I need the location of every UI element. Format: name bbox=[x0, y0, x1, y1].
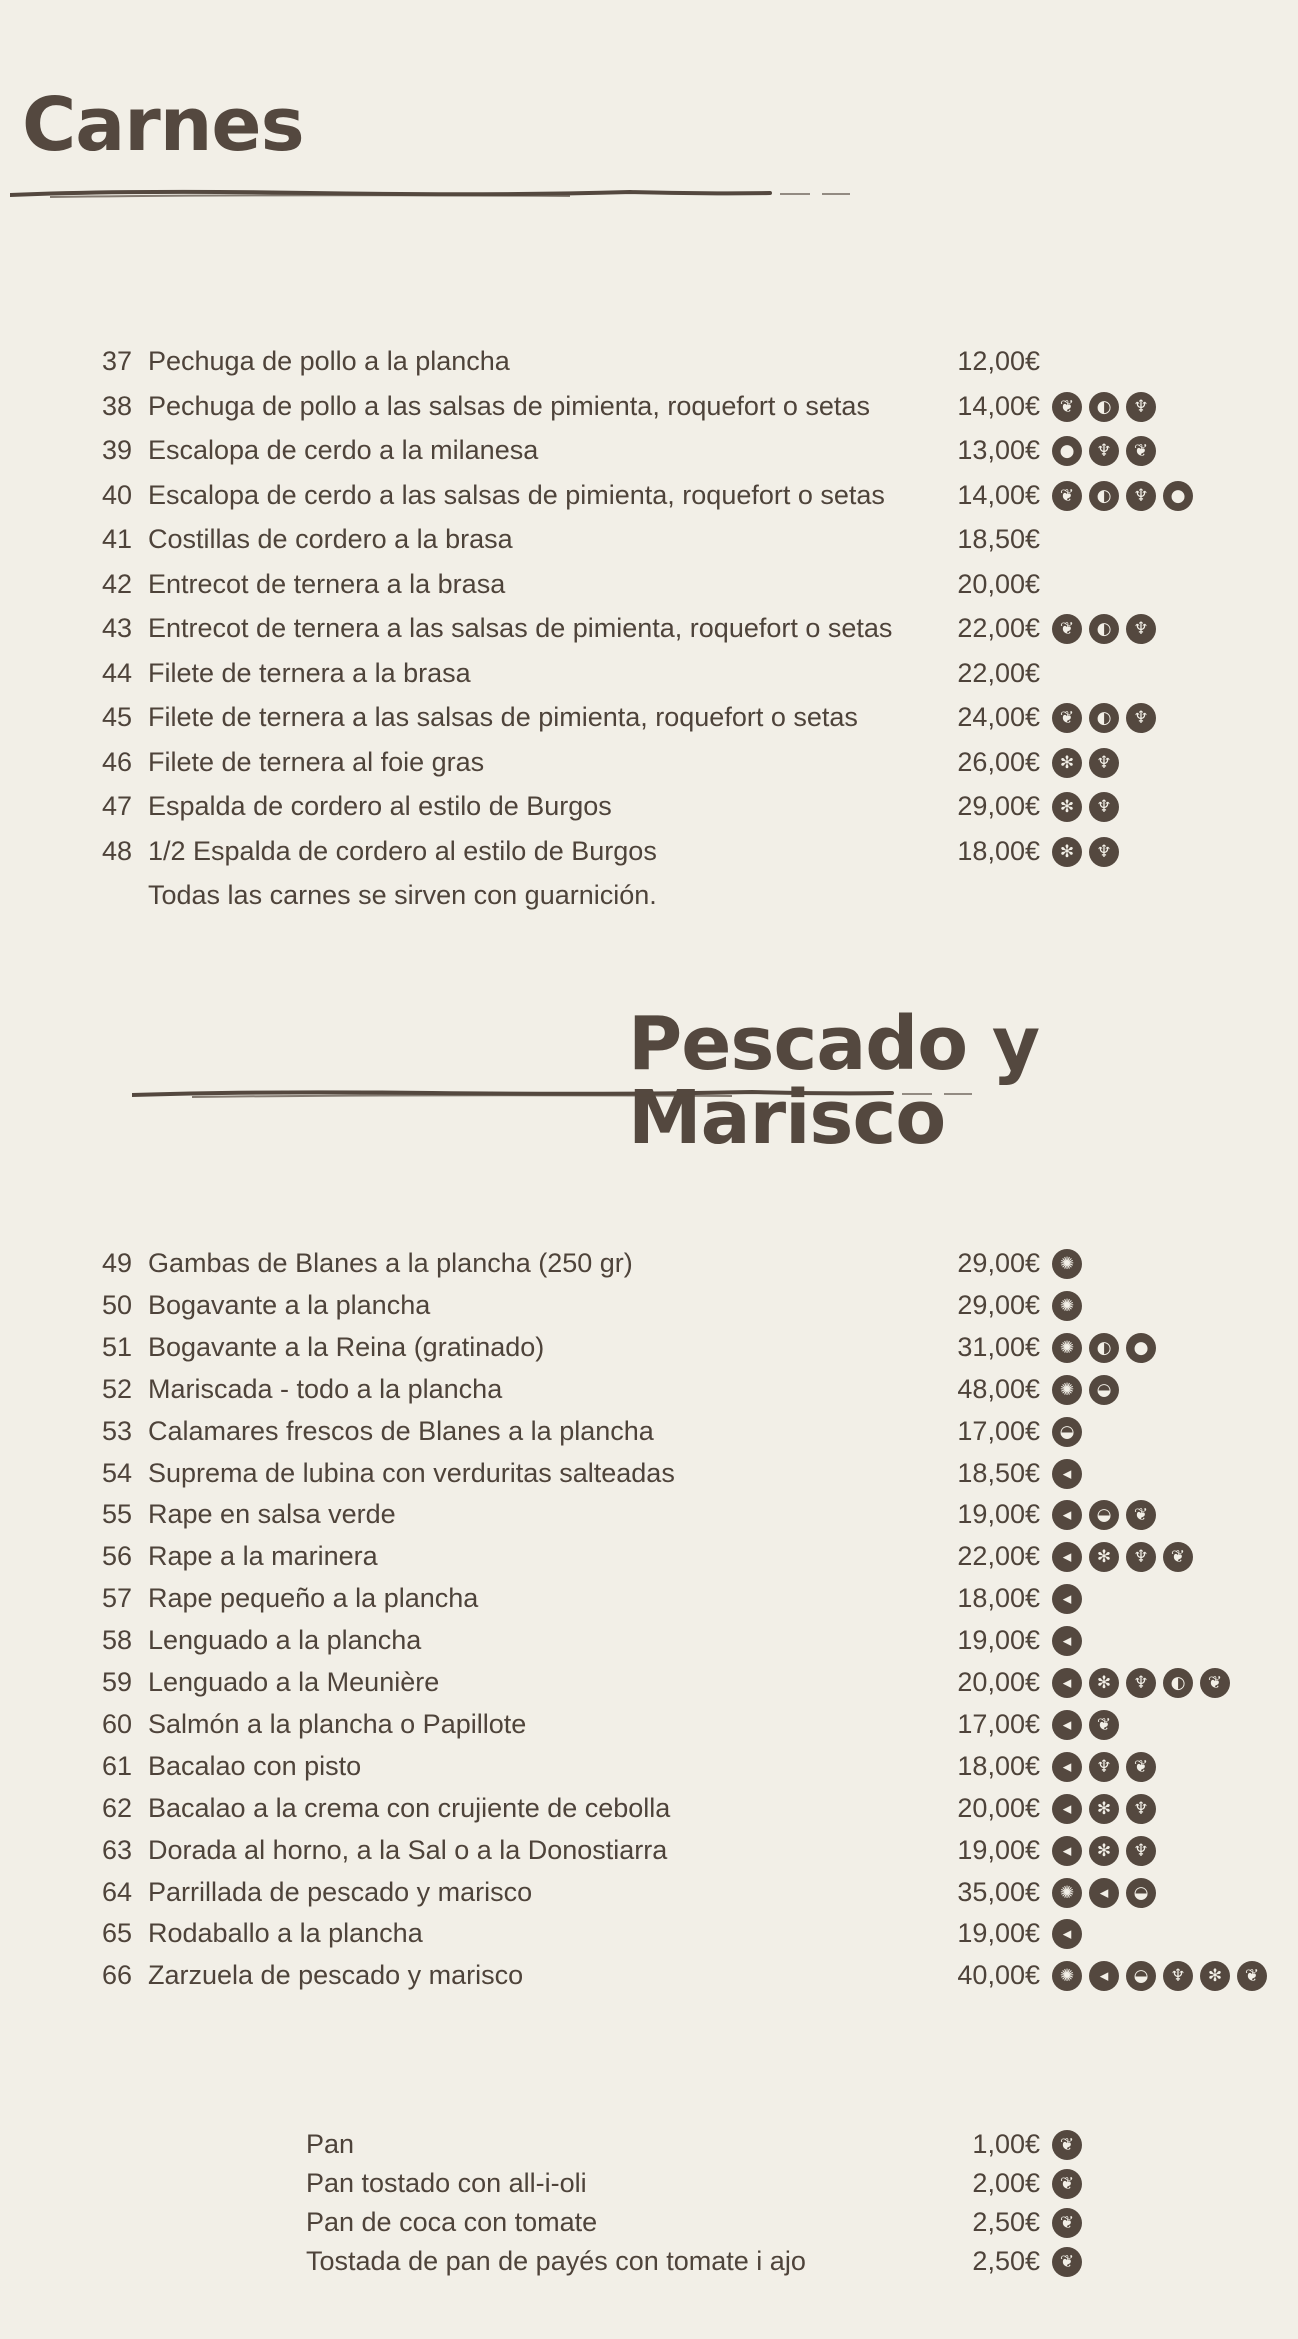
item-price: 13,00€ bbox=[957, 435, 1040, 465]
allergen-icons bbox=[1052, 1794, 1156, 1824]
menu-item bbox=[0, 1494, 1298, 1534]
item-price: 24,00€ bbox=[957, 702, 1040, 732]
mustard-icon: ♆ bbox=[1126, 614, 1156, 644]
menu-item bbox=[0, 1243, 1298, 1283]
mollusc-icon: ◒ bbox=[1126, 1961, 1156, 1991]
menu-item bbox=[0, 1578, 1298, 1618]
item-name: 1/2 Espalda de cordero al estilo de Burgos bbox=[148, 835, 657, 866]
menu-item bbox=[0, 608, 1298, 648]
item-name: Filete de ternera a la brasa bbox=[148, 657, 471, 688]
sulphites-icon: ✻ bbox=[1052, 748, 1082, 778]
allergen-icons bbox=[1052, 1417, 1082, 1447]
sulphites-icon: ✻ bbox=[1089, 1542, 1119, 1572]
item-number: 54 bbox=[101, 1457, 132, 1488]
item-name: Suprema de lubina con verduritas salteadas bbox=[148, 1457, 675, 1488]
lactose-icon: ◐ bbox=[1089, 481, 1119, 511]
item-number: 62 bbox=[101, 1792, 132, 1823]
section-title-pescado: Pescado y Marisco bbox=[628, 1001, 1040, 1161]
item-name: Mariscada - todo a la plancha bbox=[148, 1373, 503, 1404]
menu-item bbox=[0, 1746, 1298, 1786]
gluten-icon: ❦ bbox=[1052, 2208, 1082, 2238]
item-number: 42 bbox=[101, 568, 132, 599]
item-number: 57 bbox=[101, 1583, 132, 1614]
item-price: 29,00€ bbox=[957, 1289, 1040, 1320]
item-number: 59 bbox=[101, 1667, 132, 1697]
item-price: 19,00€ bbox=[957, 1918, 1040, 1949]
mollusc-icon: ◒ bbox=[1052, 1417, 1082, 1447]
item-price: 29,00€ bbox=[957, 791, 1040, 821]
item-name: Lenguado a la plancha bbox=[148, 1625, 422, 1656]
fish-icon: ◂ bbox=[1052, 1668, 1082, 1698]
menu-item bbox=[0, 341, 1298, 381]
item-number: 43 bbox=[101, 613, 132, 643]
item-price: 26,00€ bbox=[957, 746, 1040, 777]
item-price: 14,00€ bbox=[957, 479, 1040, 510]
menu-item bbox=[0, 2163, 1298, 2203]
menu-item bbox=[0, 2124, 1298, 2164]
item-name: Rape a la marinera bbox=[148, 1541, 378, 1572]
menu-item bbox=[0, 1327, 1298, 1367]
item-price: 17,00€ bbox=[957, 1708, 1040, 1739]
lactose-icon: ◐ bbox=[1089, 392, 1119, 422]
gluten-icon: ❦ bbox=[1126, 1500, 1156, 1530]
gluten-icon: ❦ bbox=[1052, 2169, 1082, 2199]
fish-icon: ◂ bbox=[1052, 1919, 1082, 1949]
crustacean-icon: ✺ bbox=[1052, 1375, 1082, 1405]
fish-icon: ◂ bbox=[1052, 1794, 1082, 1824]
menu-item bbox=[0, 564, 1298, 604]
menu-item bbox=[0, 1285, 1298, 1325]
item-name: Rape en salsa verde bbox=[148, 1499, 396, 1530]
menu-item bbox=[0, 519, 1298, 559]
mustard-icon: ♆ bbox=[1126, 1668, 1156, 1698]
gluten-icon: ❦ bbox=[1052, 2247, 1082, 2277]
menu-item bbox=[0, 1704, 1298, 1744]
sulphites-icon: ✻ bbox=[1089, 1668, 1119, 1698]
menu-item bbox=[0, 1830, 1298, 1870]
section-title-carnes: Carnes bbox=[22, 82, 304, 168]
gluten-icon: ❦ bbox=[1163, 1542, 1193, 1572]
item-name: Parrillada de pescado y marisco bbox=[148, 1876, 533, 1907]
item-price: 18,00€ bbox=[957, 1750, 1040, 1781]
item-number: 61 bbox=[101, 1750, 132, 1781]
item-price: 20,00€ bbox=[957, 1792, 1040, 1823]
item-number: 38 bbox=[101, 390, 132, 421]
allergen-icons bbox=[1052, 1500, 1156, 1530]
item-price: 31,00€ bbox=[957, 1331, 1040, 1362]
menu-item bbox=[0, 1955, 1298, 1995]
item-number: 40 bbox=[101, 479, 132, 510]
fish-icon: ◂ bbox=[1052, 1626, 1082, 1656]
mustard-icon: ♆ bbox=[1126, 1836, 1156, 1866]
allergen-icons bbox=[1052, 2130, 1082, 2160]
mustard-icon: ♆ bbox=[1089, 837, 1119, 867]
item-price: 2,00€ bbox=[972, 2168, 1040, 2198]
menu-item bbox=[0, 697, 1298, 737]
item-number: 56 bbox=[101, 1541, 132, 1572]
item-name: Pan de coca con tomate bbox=[306, 2207, 598, 2237]
item-price: 12,00€ bbox=[957, 346, 1040, 376]
item-price: 19,00€ bbox=[957, 1499, 1040, 1530]
item-price: 20,00€ bbox=[957, 568, 1040, 599]
sulphites-icon: ✻ bbox=[1052, 837, 1082, 867]
item-number: 65 bbox=[101, 1918, 132, 1949]
allergen-icons bbox=[1052, 1375, 1119, 1405]
gluten-icon: ❦ bbox=[1200, 1668, 1230, 1698]
item-name: Rape pequeño a la plancha bbox=[148, 1583, 479, 1614]
menu-item bbox=[0, 1369, 1298, 1409]
allergen-icons bbox=[1052, 1626, 1082, 1656]
item-price: 48,00€ bbox=[957, 1373, 1040, 1404]
gluten-icon: ❦ bbox=[1126, 436, 1156, 466]
mustard-icon: ♆ bbox=[1089, 1752, 1119, 1782]
item-price: 18,50€ bbox=[957, 524, 1040, 554]
lactose-icon: ◐ bbox=[1089, 1333, 1119, 1363]
allergen-icons bbox=[1052, 1836, 1156, 1866]
item-price: 18,00€ bbox=[957, 1583, 1040, 1614]
carnes-note: Todas las carnes se sirven con guarnición. bbox=[148, 880, 657, 910]
item-price: 20,00€ bbox=[957, 1667, 1040, 1697]
item-name: Filete de ternera a las salsas de pimienta, roquefort o setas bbox=[148, 702, 858, 732]
crustacean-icon: ✺ bbox=[1052, 1878, 1082, 1908]
item-name: Lenguado a la Meunière bbox=[148, 1667, 440, 1697]
gluten-icon: ❦ bbox=[1052, 614, 1082, 644]
item-name: Salmón a la plancha o Papillote bbox=[148, 1708, 527, 1739]
mollusc-icon: ◒ bbox=[1126, 1878, 1156, 1908]
fish-icon: ◂ bbox=[1052, 1836, 1082, 1866]
item-price: 19,00€ bbox=[957, 1625, 1040, 1656]
menu-item bbox=[0, 386, 1298, 426]
allergen-icons bbox=[1052, 2247, 1082, 2277]
item-number: 51 bbox=[101, 1331, 132, 1362]
brush-divider-pescado bbox=[132, 1088, 972, 1100]
item-number: 64 bbox=[101, 1876, 132, 1907]
allergen-icons bbox=[1052, 1710, 1119, 1740]
mustard-icon: ♆ bbox=[1126, 1794, 1156, 1824]
crustacean-icon: ✺ bbox=[1052, 1249, 1082, 1279]
crustacean-icon: ✺ bbox=[1052, 1961, 1082, 1991]
allergen-icons bbox=[1052, 2169, 1082, 2199]
item-name: Escalopa de cerdo a la milanesa bbox=[148, 435, 539, 465]
lactose-icon: ◐ bbox=[1089, 614, 1119, 644]
item-name: Costillas de cordero a la brasa bbox=[148, 524, 513, 554]
allergen-icons bbox=[1052, 1542, 1193, 1572]
item-price: 18,50€ bbox=[957, 1457, 1040, 1488]
allergen-icons bbox=[1052, 1291, 1082, 1321]
allergen-icons bbox=[1052, 837, 1119, 867]
menu-item bbox=[0, 742, 1298, 782]
allergen-icons bbox=[1052, 481, 1193, 511]
item-number: 37 bbox=[101, 346, 132, 376]
item-price: 17,00€ bbox=[957, 1415, 1040, 1446]
gluten-icon: ❦ bbox=[1052, 392, 1082, 422]
item-name: Espalda de cordero al estilo de Burgos bbox=[148, 791, 612, 821]
item-number: 45 bbox=[101, 702, 132, 732]
item-name: Pechuga de pollo a la plancha bbox=[148, 346, 510, 376]
item-number: 50 bbox=[101, 1289, 132, 1320]
item-name: Pechuga de pollo a las salsas de pimienta, roquefort o setas bbox=[148, 390, 870, 421]
menu-item bbox=[0, 786, 1298, 826]
menu-item bbox=[0, 1453, 1298, 1493]
menu-item bbox=[0, 1620, 1298, 1660]
fish-icon: ◂ bbox=[1052, 1500, 1082, 1530]
item-name: Tostada de pan de payés con tomate i ajo bbox=[306, 2246, 806, 2276]
allergen-icons bbox=[1052, 748, 1119, 778]
item-name: Entrecot de ternera a la brasa bbox=[148, 568, 506, 599]
item-price: 35,00€ bbox=[957, 1876, 1040, 1907]
brush-divider-carnes bbox=[10, 188, 850, 200]
allergen-icons bbox=[1052, 1584, 1082, 1614]
item-number: 39 bbox=[101, 435, 132, 465]
mustard-icon: ♆ bbox=[1126, 392, 1156, 422]
item-name: Bacalao a la crema con crujiente de cebolla bbox=[148, 1792, 671, 1823]
egg-icon: ● bbox=[1126, 1333, 1156, 1363]
item-price: 18,00€ bbox=[957, 835, 1040, 866]
gluten-icon: ❦ bbox=[1052, 481, 1082, 511]
allergen-icons bbox=[1052, 392, 1156, 422]
fish-icon: ◂ bbox=[1052, 1459, 1082, 1489]
item-number: 44 bbox=[101, 657, 132, 688]
sulphites-icon: ✻ bbox=[1052, 792, 1082, 822]
sulphites-icon: ✻ bbox=[1089, 1836, 1119, 1866]
allergen-icons bbox=[1052, 436, 1156, 466]
item-name: Zarzuela de pescado y marisco bbox=[148, 1960, 524, 1991]
item-price: 22,00€ bbox=[957, 613, 1040, 643]
mustard-icon: ♆ bbox=[1126, 1542, 1156, 1572]
fish-icon: ◂ bbox=[1052, 1710, 1082, 1740]
fish-icon: ◂ bbox=[1089, 1961, 1119, 1991]
gluten-icon: ❦ bbox=[1052, 703, 1082, 733]
mustard-icon: ♆ bbox=[1089, 436, 1119, 466]
item-name: Rodaballo a la plancha bbox=[148, 1918, 423, 1949]
allergen-icons bbox=[1052, 1333, 1156, 1363]
menu-item bbox=[0, 1411, 1298, 1451]
menu-item bbox=[0, 831, 1298, 871]
item-number: 63 bbox=[101, 1834, 132, 1865]
menu-item bbox=[0, 653, 1298, 693]
gluten-icon: ❦ bbox=[1126, 1752, 1156, 1782]
gluten-icon: ❦ bbox=[1052, 2130, 1082, 2160]
item-price: 22,00€ bbox=[957, 657, 1040, 688]
egg-icon: ● bbox=[1163, 481, 1193, 511]
mustard-icon: ♆ bbox=[1089, 792, 1119, 822]
item-number: 52 bbox=[101, 1373, 132, 1404]
item-name: Bogavante a la plancha bbox=[148, 1289, 431, 1320]
fish-icon: ◂ bbox=[1052, 1584, 1082, 1614]
menu-item bbox=[0, 1662, 1298, 1702]
allergen-icons bbox=[1052, 614, 1156, 644]
lactose-icon: ◐ bbox=[1163, 1668, 1193, 1698]
mustard-icon: ♆ bbox=[1163, 1961, 1193, 1991]
item-price: 2,50€ bbox=[972, 2246, 1040, 2276]
item-number: 60 bbox=[101, 1708, 132, 1739]
gluten-icon: ❦ bbox=[1237, 1961, 1267, 1991]
mustard-icon: ♆ bbox=[1089, 748, 1119, 778]
mustard-icon: ♆ bbox=[1126, 481, 1156, 511]
item-name: Gambas de Blanes a la plancha (250 gr) bbox=[148, 1248, 633, 1278]
allergen-icons bbox=[1052, 1752, 1156, 1782]
item-number: 48 bbox=[101, 835, 132, 866]
item-number: 55 bbox=[101, 1499, 132, 1530]
gluten-icon: ❦ bbox=[1089, 1710, 1119, 1740]
menu-item bbox=[0, 1788, 1298, 1828]
egg-icon: ● bbox=[1052, 436, 1082, 466]
item-number: 53 bbox=[101, 1415, 132, 1446]
item-price: 14,00€ bbox=[957, 390, 1040, 421]
item-name: Pan tostado con all-i-oli bbox=[306, 2168, 587, 2198]
fish-icon: ◂ bbox=[1089, 1878, 1119, 1908]
allergen-icons bbox=[1052, 1919, 1082, 1949]
item-number: 46 bbox=[101, 746, 132, 777]
sulphites-icon: ✻ bbox=[1200, 1961, 1230, 1991]
menu-item bbox=[0, 1872, 1298, 1912]
item-number: 47 bbox=[101, 791, 132, 821]
item-name: Escalopa de cerdo a las salsas de pimienta, roquefort o setas bbox=[148, 479, 885, 510]
item-name: Bacalao con pisto bbox=[148, 1750, 362, 1781]
sulphites-icon: ✻ bbox=[1089, 1794, 1119, 1824]
menu-item bbox=[0, 1536, 1298, 1576]
item-number: 66 bbox=[101, 1960, 132, 1991]
item-name: Filete de ternera al foie gras bbox=[148, 746, 485, 777]
item-price: 29,00€ bbox=[957, 1248, 1040, 1278]
mollusc-icon: ◒ bbox=[1089, 1375, 1119, 1405]
item-price: 19,00€ bbox=[957, 1834, 1040, 1865]
item-name: Entrecot de ternera a las salsas de pimienta, roquefort o setas bbox=[148, 613, 893, 643]
menu-item bbox=[0, 2241, 1298, 2281]
item-price: 40,00€ bbox=[957, 1960, 1040, 1991]
item-price: 22,00€ bbox=[957, 1541, 1040, 1572]
allergen-icons bbox=[1052, 1668, 1230, 1698]
lactose-icon: ◐ bbox=[1089, 703, 1119, 733]
item-name: Pan bbox=[306, 2129, 355, 2159]
item-name: Bogavante a la Reina (gratinado) bbox=[148, 1331, 545, 1362]
crustacean-icon: ✺ bbox=[1052, 1333, 1082, 1363]
allergen-icons bbox=[1052, 1878, 1156, 1908]
allergen-icons bbox=[1052, 2208, 1082, 2238]
item-price: 2,50€ bbox=[972, 2207, 1040, 2237]
item-name: Dorada al horno, a la Sal o a la Donostiarra bbox=[148, 1834, 668, 1865]
item-price: 1,00€ bbox=[972, 2129, 1040, 2159]
fish-icon: ◂ bbox=[1052, 1542, 1082, 1572]
menu-item bbox=[0, 2202, 1298, 2242]
allergen-icons bbox=[1052, 1961, 1267, 1991]
allergen-icons bbox=[1052, 792, 1119, 822]
allergen-icons bbox=[1052, 703, 1156, 733]
menu-item bbox=[0, 430, 1298, 470]
item-number: 49 bbox=[101, 1248, 132, 1278]
allergen-icons bbox=[1052, 1459, 1082, 1489]
item-name: Calamares frescos de Blanes a la plancha bbox=[148, 1415, 654, 1446]
item-number: 41 bbox=[101, 524, 132, 554]
menu-item bbox=[0, 1913, 1298, 1953]
fish-icon: ◂ bbox=[1052, 1752, 1082, 1782]
mustard-icon: ♆ bbox=[1126, 703, 1156, 733]
allergen-icons bbox=[1052, 1249, 1082, 1279]
crustacean-icon: ✺ bbox=[1052, 1291, 1082, 1321]
mollusc-icon: ◒ bbox=[1089, 1500, 1119, 1530]
menu-item bbox=[0, 475, 1298, 515]
item-number: 58 bbox=[101, 1625, 132, 1656]
